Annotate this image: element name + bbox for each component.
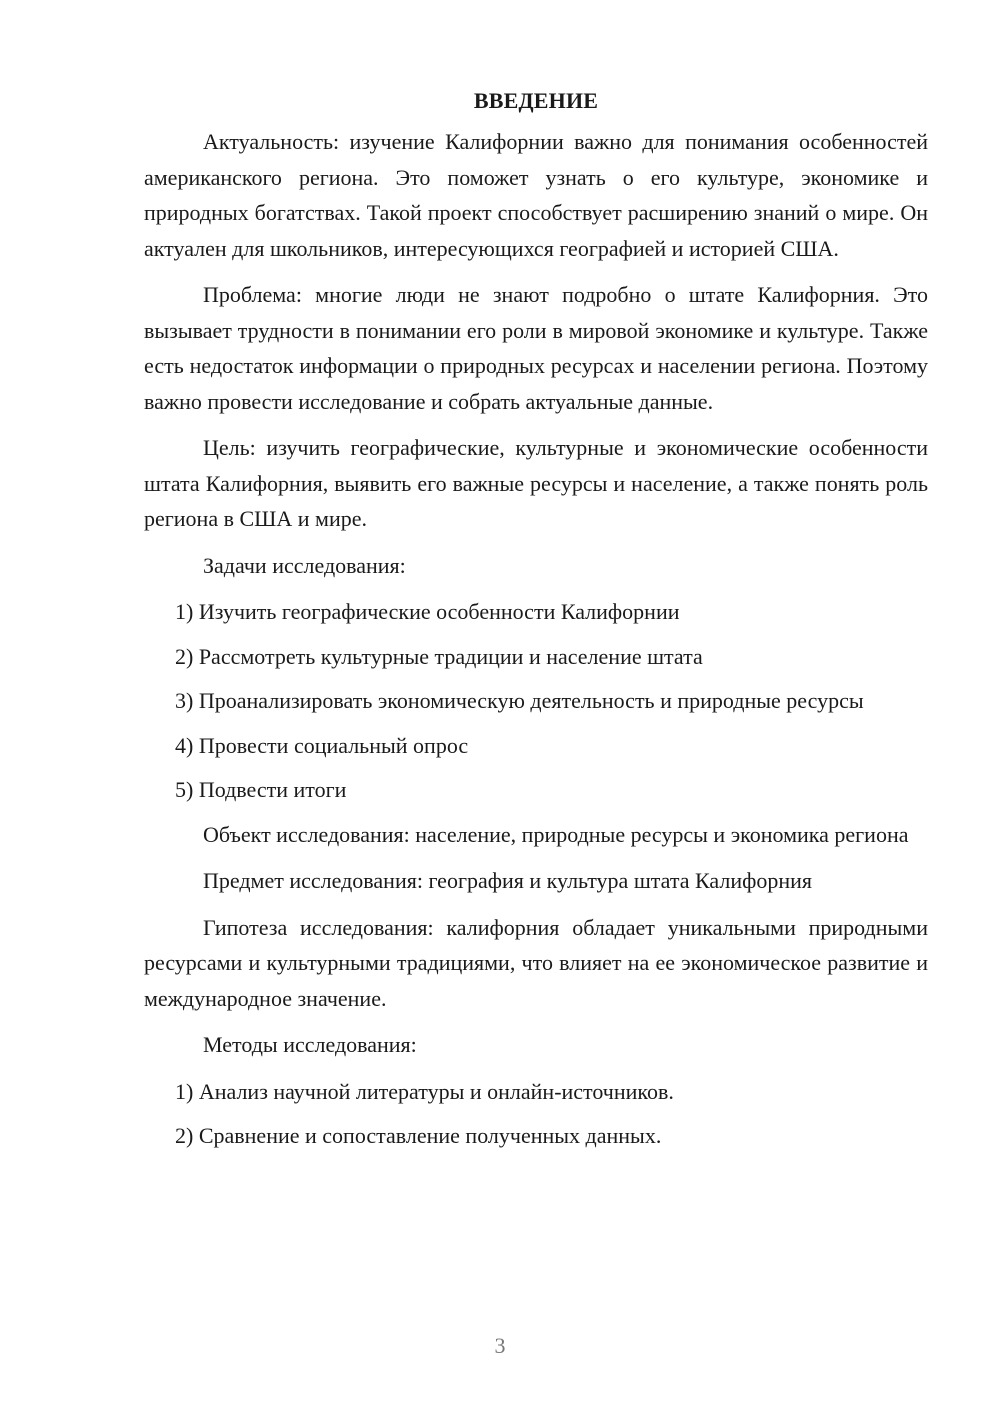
page-number: 3 <box>494 1333 506 1358</box>
document-page <box>144 88 928 1414</box>
subject-paragraph: Предмет исследования: география и культура штата Калифорния <box>203 868 813 893</box>
methods-title: Методы исследования: <box>203 1032 417 1057</box>
hypothesis-paragraph: Гипотеза исследования: калифорния обладает уникальными природными ресурсами и культурными традициями, что влияет на ее экономическое развитие и международное значение. <box>144 914 928 1011</box>
task-item: 5) Подвести итоги <box>175 777 347 802</box>
goal-paragraph: Цель: изучить географические, культурные и экономические особенности штата Калифорния, выявить его важные ресурсы и население, а также понять роль региона в США и мире. <box>144 435 928 531</box>
method-item: 2) Сравнение и сопоставление полученных данных. <box>175 1123 662 1148</box>
task-item: 3) Проанализировать экономическую деятельность и природные ресурсы <box>175 688 864 713</box>
relevance-paragraph: Актуальность: изучение Калифорнии важно для понимания особенностей американского региона. Это поможет узнать о его культуре, экономике и природных богатствах. Такой проект способствует расширению знаний о мире. Он актуален для школьников, интересующихся географией и историей США. <box>144 129 928 261</box>
task-item: 2) Рассмотреть культурные традиции и население штата <box>175 643 703 669</box>
method-item: 1) Анализ научной литературы и онлайн-источников. <box>175 1078 674 1104</box>
tasks-title: Задачи исследования: <box>203 552 406 578</box>
task-item: 4) Провести социальный опрос <box>175 732 469 758</box>
section-heading: ВВЕДЕНИЕ <box>473 88 599 113</box>
task-item: 1) Изучить географические особенности Калифорнии <box>175 599 680 624</box>
problem-paragraph: Проблема: многие люди не знают подробно о штате Калифорния. Это вызывает трудности в понимании его роли в мировой экономике и культуре. Также есть недостаток информации о природных ресурсах и населении региона. Поэтому важно провести исследование и собрать актуальные данные. <box>144 282 928 414</box>
object-paragraph: Объект исследования: население, природные ресурсы и экономика региона <box>203 821 909 847</box>
